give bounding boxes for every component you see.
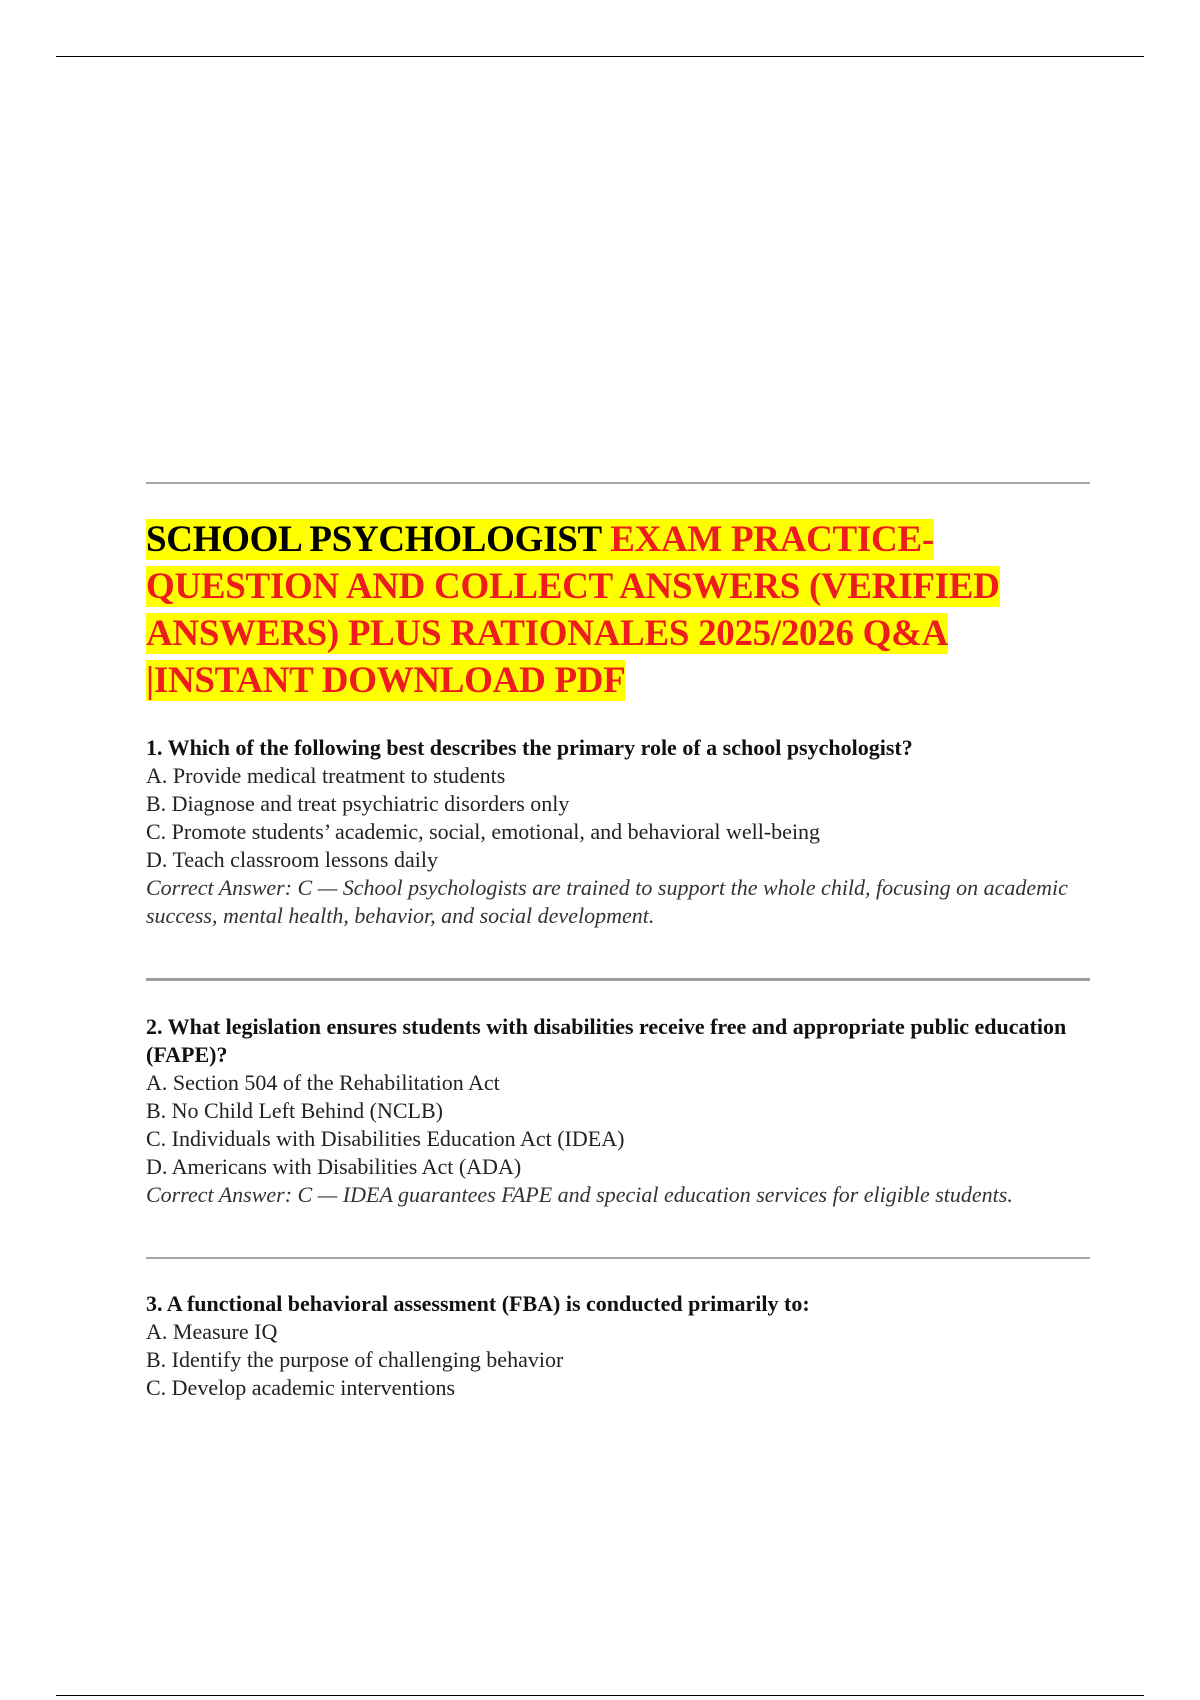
question-2 (146, 1013, 1090, 1209)
option-c: C. Promote students’ academic, social, emotional, and behavioral well-being (146, 819, 821, 844)
option-a: A. Provide medical treatment to students (146, 763, 506, 788)
correct-answer: Correct Answer: C — School psychologists are trained to support the whole child, focusing on academic success, mental health, behavior, and social development. (146, 875, 1068, 928)
question-3 (146, 1290, 1090, 1402)
option-a: A. Section 504 of the Rehabilitation Act (146, 1070, 500, 1095)
correct-answer: Correct Answer: C — IDEA guarantees FAPE and special education services for eligible students. (146, 1182, 1013, 1207)
option-b: B. Diagnose and treat psychiatric disorders only (146, 791, 570, 816)
question-text: 3. A functional behavioral assessment (FBA) is conducted primarily to: (146, 1291, 810, 1316)
document-title (146, 516, 1026, 704)
title-rule (146, 482, 1090, 484)
title-black-part: SCHOOL PSYCHOLOGIST (146, 519, 611, 560)
page-top-rule (56, 56, 1144, 57)
option-c: C. Individuals with Disabilities Education Act (IDEA) (146, 1126, 625, 1151)
question-text: 2. What legislation ensures students with disabilities receive free and appropriate public education (FAPE)? (146, 1014, 1067, 1067)
page-bottom-rule (56, 1695, 1144, 1696)
question-divider (146, 1257, 1090, 1259)
option-c: C. Develop academic interventions (146, 1375, 456, 1400)
question-text: 1. Which of the following best describes the primary role of a school psychologist? (146, 735, 913, 760)
option-b: B. No Child Left Behind (NCLB) (146, 1098, 443, 1123)
option-d: D. Teach classroom lessons daily (146, 847, 438, 872)
question-divider (146, 978, 1090, 981)
title-red-part: EXAM PRACTICE-QUESTION AND COLLECT ANSWERS (VERIFIED ANSWERS) PLUS RATIONALES 2025/2026 Q&A |INSTANT DOWNLOAD PDF (146, 519, 1000, 701)
option-b: B. Identify the purpose of challenging behavior (146, 1347, 564, 1372)
option-d: D. Americans with Disabilities Act (ADA) (146, 1154, 522, 1179)
question-1 (146, 734, 1090, 930)
document-content (146, 482, 1090, 1402)
option-a: A. Measure IQ (146, 1319, 278, 1344)
